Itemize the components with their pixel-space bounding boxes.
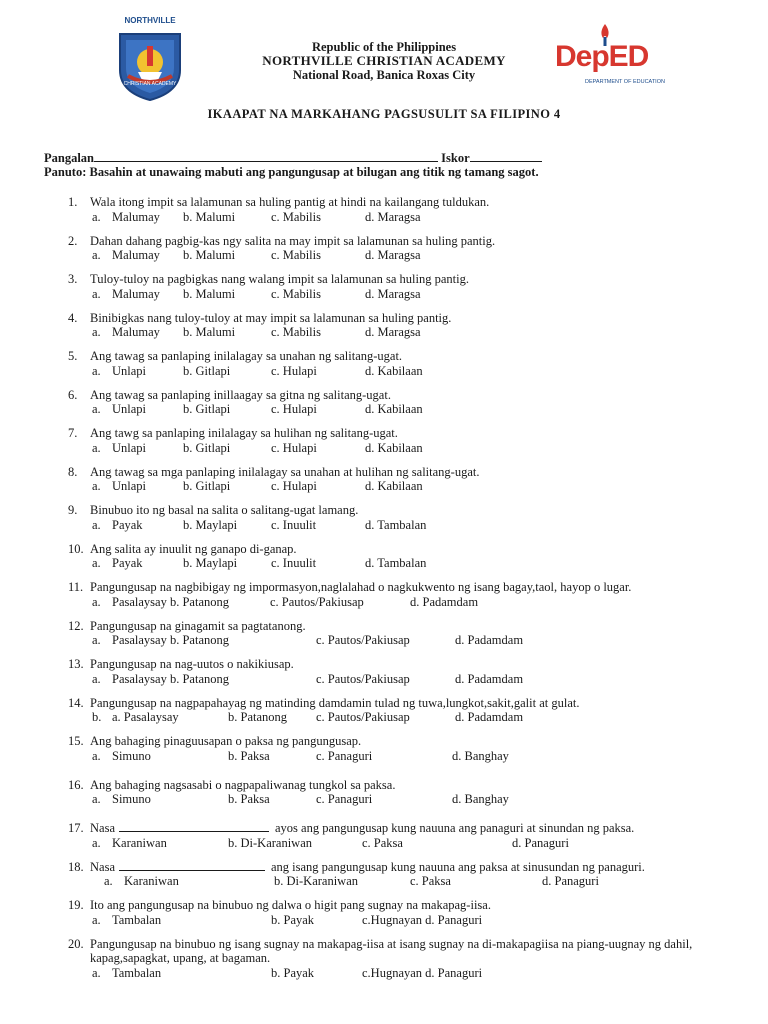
score-label: Iskor (441, 151, 470, 165)
answer-choice[interactable]: b. Malumi (183, 209, 236, 224)
choice-letter: a. (92, 792, 101, 806)
answer-choice[interactable]: c. Pautos/Pakiusap (270, 594, 364, 609)
choice-row (90, 966, 768, 981)
answer-choice[interactable]: b. Maylapi (183, 556, 238, 570)
question-item (0, 580, 768, 610)
deped-wordmark: DepED (555, 40, 649, 73)
choice-row (90, 836, 768, 851)
answer-choice[interactable]: b. Maylapi (183, 517, 238, 532)
answer-choice[interactable]: Simuno (112, 792, 151, 806)
answer-choice[interactable]: b. Paksa (228, 748, 270, 763)
name-label: Pangalan (44, 151, 95, 165)
choice-row (90, 479, 768, 494)
question-number: 7. (68, 426, 78, 440)
answer-choice[interactable]: d. Tambalan (365, 517, 427, 532)
question-number: 3. (68, 272, 78, 286)
deped-logo (555, 34, 667, 90)
question-stem-after: ayos ang pangungusap kung nauuna ang panaguri at sinundan ng paksa. (275, 821, 635, 835)
answer-choice[interactable]: b. Paksa (228, 792, 270, 806)
question-stem: Ang tawag sa panlaping inillaagay sa gitna ng salitang-ugat. (90, 387, 391, 402)
choice-letter: b. (92, 710, 102, 724)
answer-blank[interactable] (119, 821, 269, 832)
choice-letter: a. (92, 633, 101, 647)
question-item (0, 272, 768, 302)
question-stem: Binibigkas nang tuloy-tuloy at may impit sa lalamunan sa huling pantig. (90, 310, 452, 325)
question-item (0, 821, 768, 851)
choice-letter: a. (104, 874, 113, 888)
answer-choice[interactable]: c. Panaguri (316, 748, 373, 763)
answer-choice[interactable]: b. Gitlapi (183, 402, 231, 416)
answer-choice[interactable]: c. Panaguri (316, 792, 373, 806)
question-number: 16. (68, 777, 84, 792)
choice-letter: a. (92, 402, 101, 416)
header-republic: Republic of the Philippines (311, 40, 457, 54)
answer-choice[interactable]: d. Kabilaan (365, 440, 423, 455)
choice-row (90, 710, 768, 725)
answer-choice[interactable]: c. Inuulit (271, 556, 317, 570)
directions: Panuto: Basahin at unawaing mabuti ang pangungusap at bilugan ang titik ng tamang sagot. (44, 165, 539, 179)
question-stem: Ang bahaging nagsasabi o nagpapaliwanag tungkol sa paksa. (90, 777, 396, 792)
question-number: 11. (68, 580, 84, 594)
answer-choice[interactable]: d. Kabilaan (365, 479, 423, 493)
choice-letter: a. (92, 671, 101, 686)
question-item (0, 503, 768, 533)
answer-choice[interactable]: d. Maragsa (365, 209, 421, 224)
answer-choice[interactable]: Unlapi (112, 363, 147, 378)
question-stem: Pangungusap na nagpapahayag ng matinding damdamin tulad ng tuwa,lungkot,sakit,galit at gulat. (90, 695, 580, 710)
choice-row (90, 402, 768, 417)
question-stem: Pangungusap na nag-uutos o nakikiusap. (90, 657, 294, 671)
answer-blank[interactable] (119, 860, 265, 871)
question-stem-after: ang isang pangungusap kung nauuna ang paksa at sinusundan ng panaguri. (271, 859, 645, 874)
question-item (0, 937, 768, 981)
name-score-line (44, 151, 542, 166)
answer-choice[interactable]: b. Malumi (183, 248, 236, 262)
answer-choice[interactable]: Pasalaysay b. Patanong (112, 671, 229, 686)
choice-row (90, 364, 768, 379)
question-number: 15. (68, 734, 84, 748)
question-stem: Pangungusap na nagbibigay ng impormasyon,naglalahad o nagkukwento ng isang bagay,taol, hayop o lugar. (90, 580, 632, 594)
answer-choice[interactable]: c. Mabilis (271, 325, 321, 339)
answer-choice[interactable]: c.Hugnayan d. Panaguri (362, 965, 483, 980)
answer-choice[interactable]: c. Pautos/Pakiusap (316, 671, 410, 686)
header-address: National Road, Banica Roxas City (292, 68, 476, 82)
document-header (0, 0, 768, 100)
question-item (0, 465, 768, 495)
choice-letter: a. (92, 965, 101, 980)
school-logo-subtext: CHRISTIAN ACADEMY (123, 81, 177, 87)
answer-choice[interactable]: Malumay (112, 209, 160, 224)
question-number: 4. (68, 310, 78, 325)
exam-title: IKAAPAT NA MARKAHANG PAGSUSULIT SA FILIPINO 4 (207, 107, 561, 121)
choice-row (90, 874, 768, 889)
question-stem (90, 821, 710, 836)
answer-choice[interactable]: Pasalaysay b. Patanong (112, 594, 229, 609)
question-stem: Dahan dahang pagbig-kas ngy salita na may impit sa lalamunan sa huling pantig. (90, 233, 496, 248)
question-number: 19. (68, 898, 84, 912)
question-item (0, 195, 768, 225)
answer-choice[interactable]: d. Kabilaan (365, 402, 423, 416)
question-number: 13. (68, 657, 84, 671)
answer-choice[interactable]: Karaniwan (112, 835, 167, 850)
answer-choice[interactable]: c. Paksa (410, 874, 451, 888)
answer-choice[interactable]: b. Payak (271, 965, 315, 980)
question-list (0, 195, 768, 990)
choice-letter: a. (92, 479, 101, 493)
answer-choice[interactable]: d. Padamdam (455, 633, 524, 647)
question-stem: Tuloy-tuloy na pagbigkas nang walang impit sa lalamunan sa huling pantig. (90, 272, 469, 286)
choice-row (90, 441, 768, 456)
question-item (0, 388, 768, 418)
question-number: 1. (68, 195, 78, 209)
answer-choice[interactable]: c. Pautos/Pakiusap (316, 633, 410, 647)
question-item (0, 860, 768, 890)
choice-letter: a. (92, 835, 101, 850)
answer-choice[interactable]: Payak (112, 517, 143, 532)
answer-choice[interactable]: b. Malumi (183, 286, 236, 301)
answer-choice[interactable]: Malumay (112, 248, 160, 262)
question-number: 2. (68, 233, 78, 248)
choice-row (90, 556, 768, 571)
question-stem (90, 860, 710, 875)
answer-choice[interactable]: c. Mabilis (271, 286, 321, 301)
question-stem-before: Nasa (90, 859, 115, 874)
answer-choice[interactable]: b. Gitlapi (183, 440, 231, 455)
choice-row (90, 792, 768, 807)
answer-choice[interactable]: d. Panaguri (542, 874, 599, 888)
answer-choice[interactable]: c. Paksa (362, 835, 403, 850)
answer-choice[interactable]: c. Pautos/Pakiusap (316, 710, 410, 724)
answer-choice[interactable]: b. Patanong (228, 710, 288, 724)
question-number: 17. (68, 821, 84, 835)
question-number: 14. (68, 695, 84, 710)
answer-choice[interactable]: d. Padamdam (455, 710, 524, 724)
choice-letter: a. (92, 286, 101, 301)
question-item (0, 426, 768, 456)
question-number: 12. (68, 618, 84, 633)
answer-choice[interactable]: Unlapi (112, 402, 147, 416)
answer-choice[interactable]: Payak (112, 556, 143, 570)
answer-choice[interactable]: d. Banghay (452, 748, 509, 763)
school-logo-text: NORTHVILLE (124, 16, 176, 25)
question-number: 5. (68, 349, 78, 363)
answer-choice[interactable]: b. Malumi (183, 325, 236, 339)
answer-choice[interactable]: c. Inuulit (271, 517, 317, 532)
choice-row (90, 248, 768, 263)
answer-choice[interactable]: Tambalan (112, 912, 162, 927)
question-item (0, 898, 768, 928)
question-stem: Ito ang pangungusap na binubuo ng dalwa o higit pang sugnay na makapag-iisa. (90, 898, 491, 912)
name-blank[interactable] (94, 151, 438, 162)
answer-choice[interactable]: Tambalan (112, 965, 162, 980)
choice-letter: a. (92, 325, 101, 339)
choice-row (90, 325, 768, 340)
choice-letter: a. (92, 363, 101, 378)
question-stem: Ang bahaging pinaguusapan o paksa ng pangungusap. (90, 734, 362, 748)
choice-letter: a. (92, 912, 101, 927)
question-stem: Ang tawag sa panlaping inilalagay sa unahan ng salitang-ugat. (90, 349, 403, 363)
choice-row (90, 595, 768, 610)
question-item (0, 657, 768, 687)
question-stem-before: Nasa (90, 821, 115, 835)
answer-choice[interactable]: d. Maragsa (365, 286, 421, 301)
answer-choice[interactable]: d. Padamdam (455, 671, 524, 686)
choice-row (90, 749, 768, 764)
question-item (0, 311, 768, 341)
question-stem: Ang salita ay inuulit ng ganapo di-ganap. (90, 541, 297, 556)
answer-choice[interactable]: c. Hulapi (271, 440, 317, 455)
question-item (0, 734, 768, 764)
question-item (0, 778, 768, 808)
choice-row (90, 287, 768, 302)
question-number: 6. (68, 387, 78, 402)
question-number: 20. (68, 936, 84, 951)
answer-choice[interactable]: b. Di-Karaniwan (228, 835, 312, 850)
score-blank[interactable] (470, 151, 542, 162)
question-item (0, 542, 768, 572)
deped-subtitle: DEPARTMENT OF EDUCATION (585, 79, 665, 85)
question-item (0, 696, 768, 726)
question-stem: Ang tawag sa mga panlaping inilalagay sa unahan at hulihan ng salitang-ugat. (90, 464, 480, 479)
question-stem: Wala itong impit sa lalamunan sa huling pantig at hindi na kailangang tuldukan. (90, 195, 490, 209)
choice-letter: a. (92, 248, 101, 262)
answer-choice[interactable]: d. Maragsa (365, 248, 421, 262)
question-stem: Pangungusap na ginagamit sa pagtatanong. (90, 618, 306, 633)
answer-choice[interactable]: Unlapi (112, 479, 147, 493)
choice-row (90, 672, 768, 687)
choice-letter: a. (92, 748, 101, 763)
choice-letter: a. (92, 209, 101, 224)
answer-choice[interactable]: c. Mabilis (271, 248, 321, 262)
question-number: 8. (68, 464, 78, 479)
header-school-name: NORTHVILLE CHRISTIAN ACADEMY (262, 53, 506, 68)
choice-row (90, 633, 768, 648)
answer-choice[interactable]: c. Hulapi (271, 363, 317, 378)
choice-row (90, 210, 768, 225)
choice-letter: a. (92, 594, 101, 609)
answer-choice[interactable]: d. Maragsa (365, 325, 421, 339)
choice-letter: a. (92, 517, 101, 532)
answer-choice[interactable]: c. Hulapi (271, 479, 317, 493)
answer-choice[interactable]: c. Mabilis (271, 209, 321, 224)
answer-choice[interactable]: Malumay (112, 286, 160, 301)
question-number: 9. (68, 503, 78, 517)
answer-choice[interactable]: b. Payak (271, 912, 315, 927)
answer-choice[interactable]: d. Panaguri (512, 835, 569, 850)
answer-choice[interactable]: d. Padamdam (410, 594, 479, 609)
answer-choice[interactable]: b. Gitlapi (183, 479, 231, 493)
answer-choice[interactable]: c. Hulapi (271, 402, 317, 416)
question-stem: Binubuo ito ng basal na salita o salitang-ugat lamang. (90, 503, 359, 517)
answer-choice[interactable]: b. Gitlapi (183, 363, 231, 378)
question-number: 18. (68, 859, 84, 874)
answer-choice[interactable]: Pasalaysay b. Patanong (112, 633, 229, 647)
answer-choice[interactable]: Malumay (112, 325, 160, 339)
answer-choice[interactable]: Unlapi (112, 440, 147, 455)
choice-row (90, 913, 768, 928)
answer-choice[interactable]: a. Pasalaysay (112, 710, 179, 724)
choice-letter: a. (92, 440, 101, 455)
answer-choice[interactable]: Karaniwan (124, 874, 179, 888)
question-item (0, 234, 768, 264)
question-number: 10. (68, 541, 84, 556)
answer-choice[interactable]: d. Tambalan (365, 556, 427, 570)
answer-choice[interactable]: Simuno (112, 748, 151, 763)
question-stem: Ang tawg sa panlaping inilalagay sa hulihan ng salitang-ugat. (90, 426, 398, 440)
answer-choice[interactable]: d. Kabilaan (365, 363, 423, 378)
choice-row (90, 518, 768, 533)
answer-choice[interactable]: b. Di-Karaniwan (274, 874, 358, 888)
question-item (0, 619, 768, 649)
question-stem: Pangungusap na binubuo ng isang sugnay na makapag-iisa at isang sugnay na di-makapagiisa na piang-uugnay ng dahil, kapag,sapagkat, upang, at bagaman. (90, 936, 693, 965)
answer-choice[interactable]: c.Hugnayan d. Panaguri (362, 912, 483, 927)
answer-choice[interactable]: d. Banghay (452, 792, 509, 806)
question-item (0, 349, 768, 379)
choice-letter: a. (92, 556, 101, 570)
